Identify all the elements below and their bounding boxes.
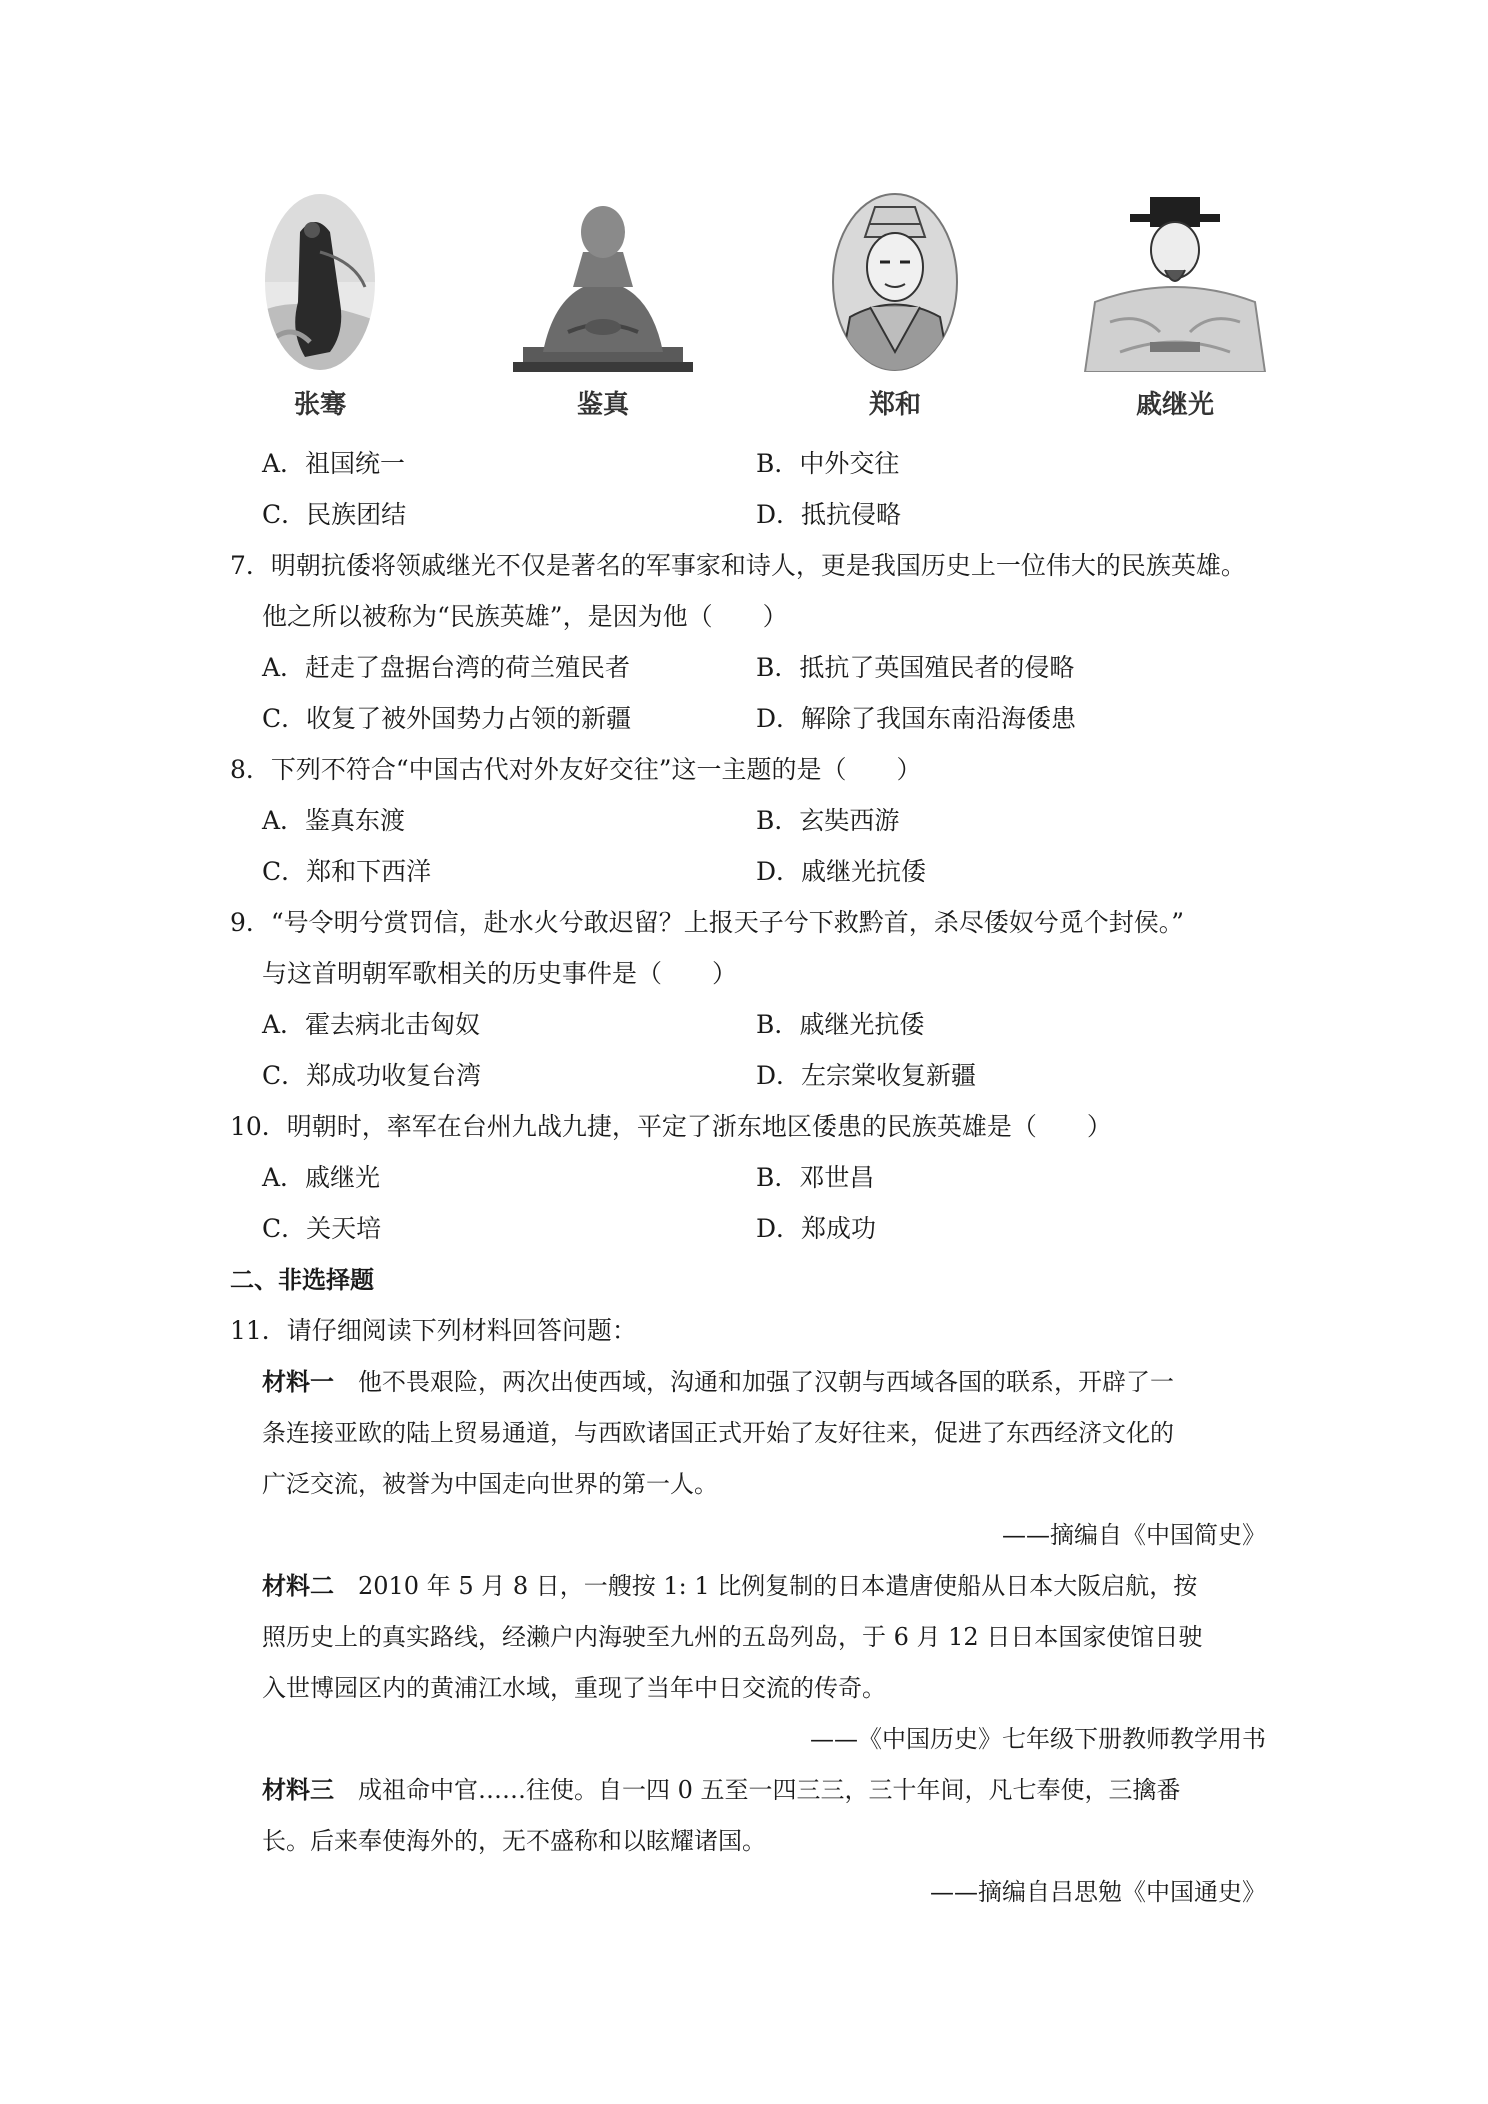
portrait-zheng-he [825,192,965,420]
material-2-label: 材料二 [262,1572,334,1600]
q10-option-d: D．郑成功 [756,1214,877,1243]
q11-stem: 11．请仔细阅读下列材料回答问题： [230,1316,637,1345]
q7-option-a: A．赶走了盘据台湾的荷兰殖民者 [262,653,631,682]
material-1-source: ——摘编自《中国简史》 [1002,1521,1266,1549]
q8-option-c: C．郑和下西洋 [262,857,432,886]
material-3-line-1: 材料三 成祖命中官……往使。自一四 0 五至一四三三，三十年间，凡七奉使，三擒番 [262,1776,1181,1804]
portrait-label: 鉴真 [576,390,629,420]
q9-stem-cont: 与这首明朝军歌相关的历史事件是（ ） [262,959,738,988]
material-2-line-2: 照历史上的真实路线，经濑户内海驶至九州的五岛列岛，于 6 月 12 日日本国家使馆日驶 [262,1623,1203,1651]
q7-stem-cont: 他之所以被称为“民族英雄”，是因为他（ ） [262,602,788,631]
material-2-line-3: 入世博园区内的黄浦江水域，重现了当年中日交流的传奇。 [262,1674,886,1702]
q6-option-d: D．抵抗侵略 [756,500,902,529]
q8-option-b: B．玄奘西游 [756,806,900,835]
zheng-he-portrait-icon [830,192,960,372]
portrait-qi-jiguang [1075,192,1275,420]
q7-option-b: B．抵抗了英国殖民者的侵略 [756,653,1075,682]
jianzhen-statue-portrait-icon [513,192,693,372]
portrait-jianzhen [513,192,693,420]
q8-option-d: D．戚继光抗倭 [756,857,927,886]
portrait-row [245,192,1275,422]
qi-jiguang-portrait-icon [1080,192,1270,372]
q9-option-c: C．郑成功收复台湾 [262,1061,482,1090]
material-1-line-1: 材料一 他不畏艰险，两次出使西域，沟通和加强了汉朝与西域各国的联系，开辟了一 [262,1368,1174,1396]
q9-option-a: A．霍去病北击匈奴 [262,1010,481,1039]
portrait-label: 戚继光 [1135,390,1214,420]
material-2-source: ——《中国历史》七年级下册教师教学用书 [810,1725,1266,1753]
zhang-qian-portrait-icon [260,192,380,372]
q7-option-d: D．解除了我国东南沿海倭患 [756,704,1077,733]
q10-option-a: A．戚继光 [262,1163,381,1192]
q10-stem: 10．明朝时，率军在台州九战九捷，平定了浙东地区倭患的民族英雄是（ ） [230,1112,1112,1141]
portrait-zhang-qian [245,192,395,420]
portrait-label: 郑和 [868,390,921,420]
material-1-label: 材料一 [262,1368,334,1396]
q6-option-b: B．中外交往 [756,449,900,478]
q8-stem: 8．下列不符合“中国古代对外友好交往”这一主题的是（ ） [230,755,922,784]
q10-option-c: C．关天培 [262,1214,382,1243]
q6-option-c: C．民族团结 [262,500,407,529]
material-3-source: ——摘编自吕思勉《中国通史》 [930,1878,1266,1906]
section-heading: 二、非选择题 [230,1266,374,1294]
q9-option-b: B．戚继光抗倭 [756,1010,925,1039]
material-1-line-2: 条连接亚欧的陆上贸易通道，与西欧诸国正式开始了友好往来，促进了东西经济文化的 [262,1419,1174,1447]
material-1-line-3: 广泛交流，被誉为中国走向世界的第一人。 [262,1470,718,1498]
q8-option-a: A．鉴真东渡 [262,806,406,835]
material-3-line-2: 长。后来奉使海外的，无不盛称和以眩耀诸国。 [262,1827,766,1855]
q6-option-a: A．祖国统一 [262,449,406,478]
portrait-label: 张骞 [293,390,346,420]
q10-option-b: B．邓世昌 [756,1163,875,1192]
q7-option-c: C．收复了被外国势力占领的新疆 [262,704,632,733]
q9-option-d: D．左宗棠收复新疆 [756,1061,977,1090]
material-2-line-1: 材料二 2010 年 5 月 8 日，一艘按 1: 1 比例复制的日本遣唐使船从日本大阪启航，按 [262,1572,1198,1600]
q7-stem: 7．明朝抗倭将领戚继光不仅是著名的军事家和诗人，更是我国历史上一位伟大的民族英雄。 [230,551,1246,580]
q9-stem: 9．“号令明兮赏罚信，赴水火兮敢迟留？上报天子兮下救黔首，杀尽倭奴兮觅个封侯。” [230,908,1184,937]
material-3-label: 材料三 [262,1776,334,1804]
